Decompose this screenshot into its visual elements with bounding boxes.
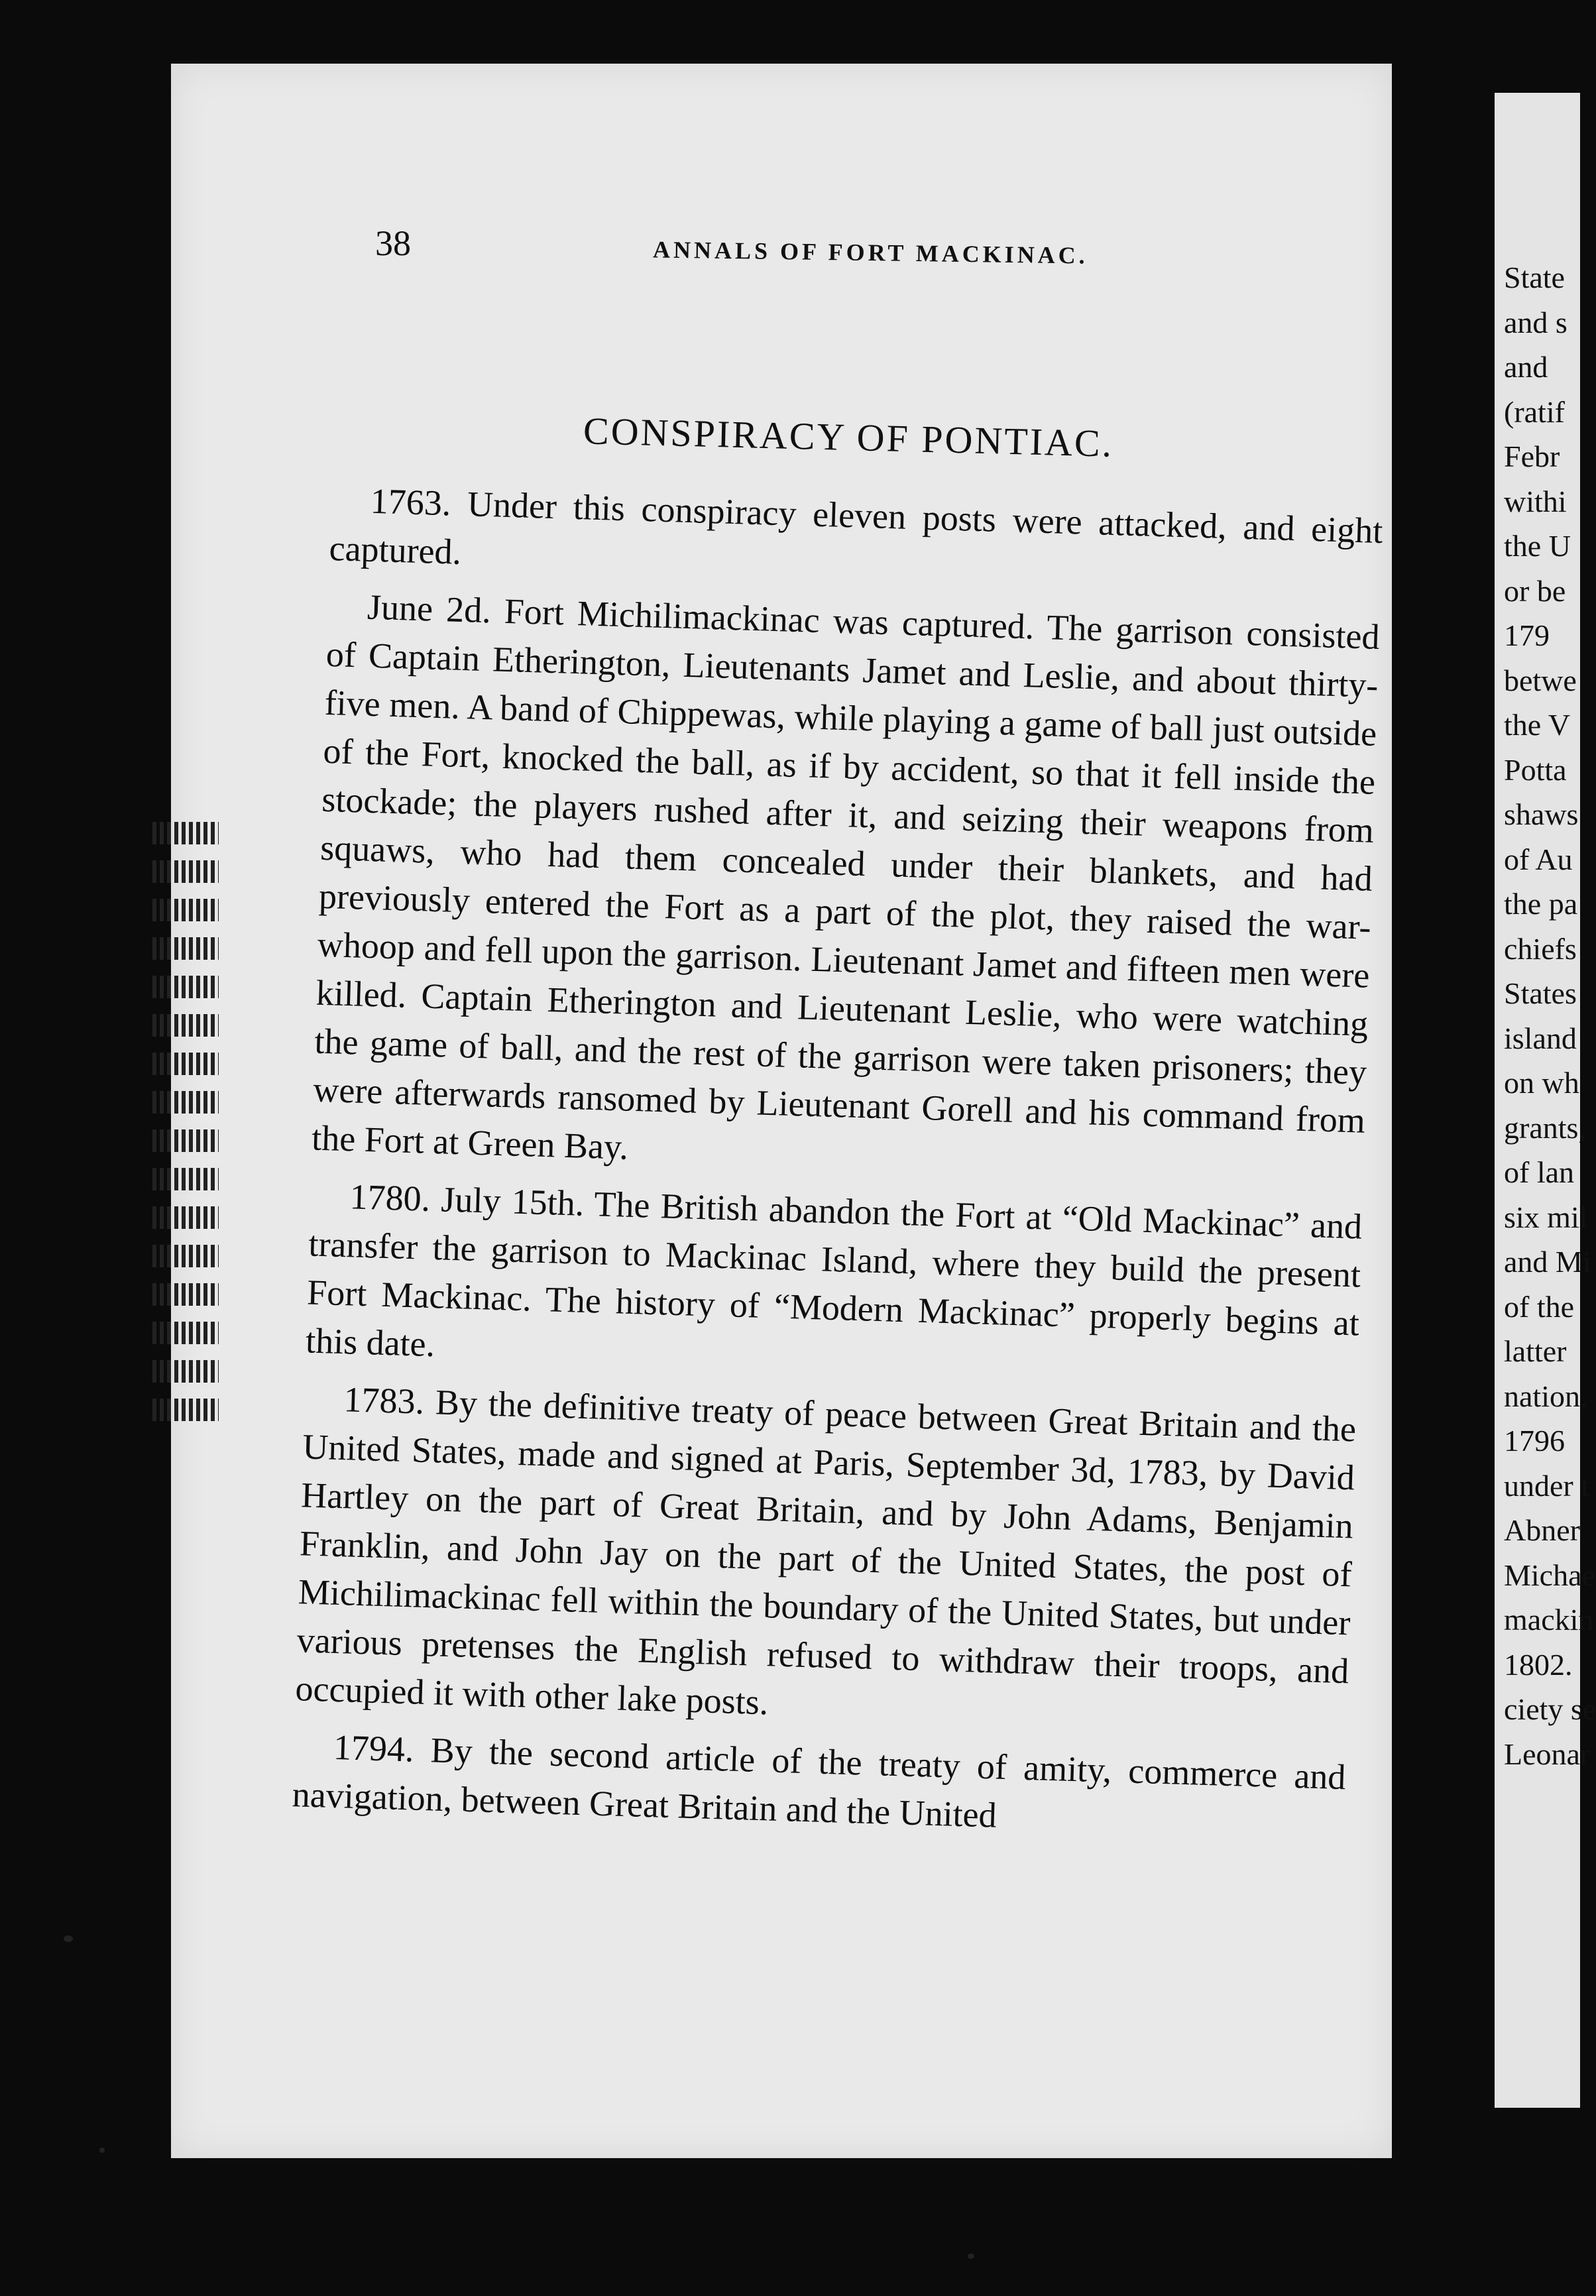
adjacent-page-line: the pa: [1504, 887, 1578, 921]
adjacent-page-line: the V: [1504, 708, 1571, 742]
adjacent-page-line: Michae: [1504, 1558, 1595, 1592]
paragraph: 1794. By the second article of the treaty of amity, commerce and navigation, between Great Britain and the United: [292, 1727, 1347, 1835]
speck: [64, 1935, 73, 1942]
adjacent-page-line: latter: [1504, 1334, 1567, 1368]
adjacent-page-line: ciety se: [1504, 1692, 1596, 1726]
adjacent-page-line: and s: [1504, 305, 1568, 339]
paragraph: 1780. July 15th. The British abandon the Fort at “Old Mackinac” and transfer the garrison to Mackinac Island, where they build the present Fort Mackinac. The history of “Modern Mackinac” properly begins at this date.: [305, 1177, 1363, 1365]
adjacent-page-line: Leonar: [1504, 1737, 1591, 1771]
speck: [99, 2148, 105, 2153]
adjacent-page-line: 1796: [1504, 1424, 1565, 1458]
adjacent-page-line: 1802.: [1504, 1647, 1573, 1682]
page-number: 38: [375, 223, 411, 263]
speck: [968, 2254, 974, 2259]
adjacent-page-line: mackin: [1504, 1603, 1594, 1636]
adjacent-page-line: of the: [1504, 1289, 1575, 1324]
adjacent-page-line: 179: [1504, 618, 1550, 652]
adjacent-page: [1495, 93, 1596, 2108]
paragraph: 1783. By the definitive treaty of peace between Great Britain and the United States, made and signed at Paris, September 3d, 1783, by David Hartley on the part of Great Britain, and by John Adams, Benjamin Franklin, and John Jay on the part of the United States, the post of Michilimackinac fell within the boundary of the United States, but under various pretenses the English refused to withdraw their troops, and occupied it with other lake posts.: [294, 1379, 1357, 1723]
adjacent-page-line: Potta: [1504, 752, 1567, 787]
library-stamp-marks: [152, 822, 219, 1498]
adjacent-page-line: on wh: [1504, 1066, 1579, 1100]
adjacent-page-line: and Mi: [1504, 1245, 1591, 1279]
adjacent-page-line: of Au: [1504, 842, 1573, 876]
adjacent-page-line: the U: [1504, 529, 1571, 563]
adjacent-page-line: States: [1504, 976, 1577, 1010]
chapter-title: CONSPIRACY OF PONTIAC.: [583, 409, 1114, 465]
adjacent-page-line: and: [1504, 350, 1548, 384]
adjacent-page-line: nation.: [1504, 1379, 1588, 1413]
adjacent-page-line: under t: [1504, 1468, 1590, 1503]
body-text: [291, 476, 1383, 1859]
paragraph: June 2d. Fort Michilimackinac was captured. The garrison consisted of Captain Etherington, Lieutenants Jamet and Leslie, and about thirty-five men. A band of Chippewas, while playing a game of ball just outside of the Fort, knocked the ball, as if by accident, so that it fell inside the stockade; the players rushed after it, and seizing their weapons from squaws, who had them concealed under their blankets, and had previously entered the Fort as a part of the plot, they raised the war-whoop and fell upon the garrison. Lieutenant Jamet and fifteen men were killed. Captain Etherington and Lieutenant Leslie, who were watching the game of ball, and the rest of the garrison were taken prisoners; they were afterwards ransomed by Lieutenant Gorell and his command from the Fort at Green Bay.: [311, 587, 1381, 1167]
adjacent-page-line: shaws: [1504, 797, 1579, 831]
adjacent-page-line: (ratif: [1504, 394, 1565, 429]
adjacent-page-line: of lan: [1504, 1155, 1575, 1189]
adjacent-page-line: or be: [1504, 573, 1566, 608]
adjacent-page-line: chiefs: [1504, 931, 1577, 966]
adjacent-page-line: island: [1504, 1021, 1577, 1055]
adjacent-page-line: betwe: [1504, 663, 1577, 697]
adjacent-page-line: withi: [1504, 484, 1567, 518]
adjacent-page-line: State: [1504, 260, 1565, 294]
running-head: ANNALS OF FORT MACKINAC.: [652, 236, 1088, 269]
paragraph: 1763. Under this conspiracy eleven posts were attacked, and eight captured.: [328, 481, 1384, 572]
adjacent-page-line: Febr: [1504, 439, 1560, 473]
adjacent-page-line: grants,: [1504, 1110, 1586, 1145]
adjacent-page-line: six mil: [1504, 1200, 1588, 1234]
adjacent-page-line: Abner: [1504, 1513, 1580, 1547]
